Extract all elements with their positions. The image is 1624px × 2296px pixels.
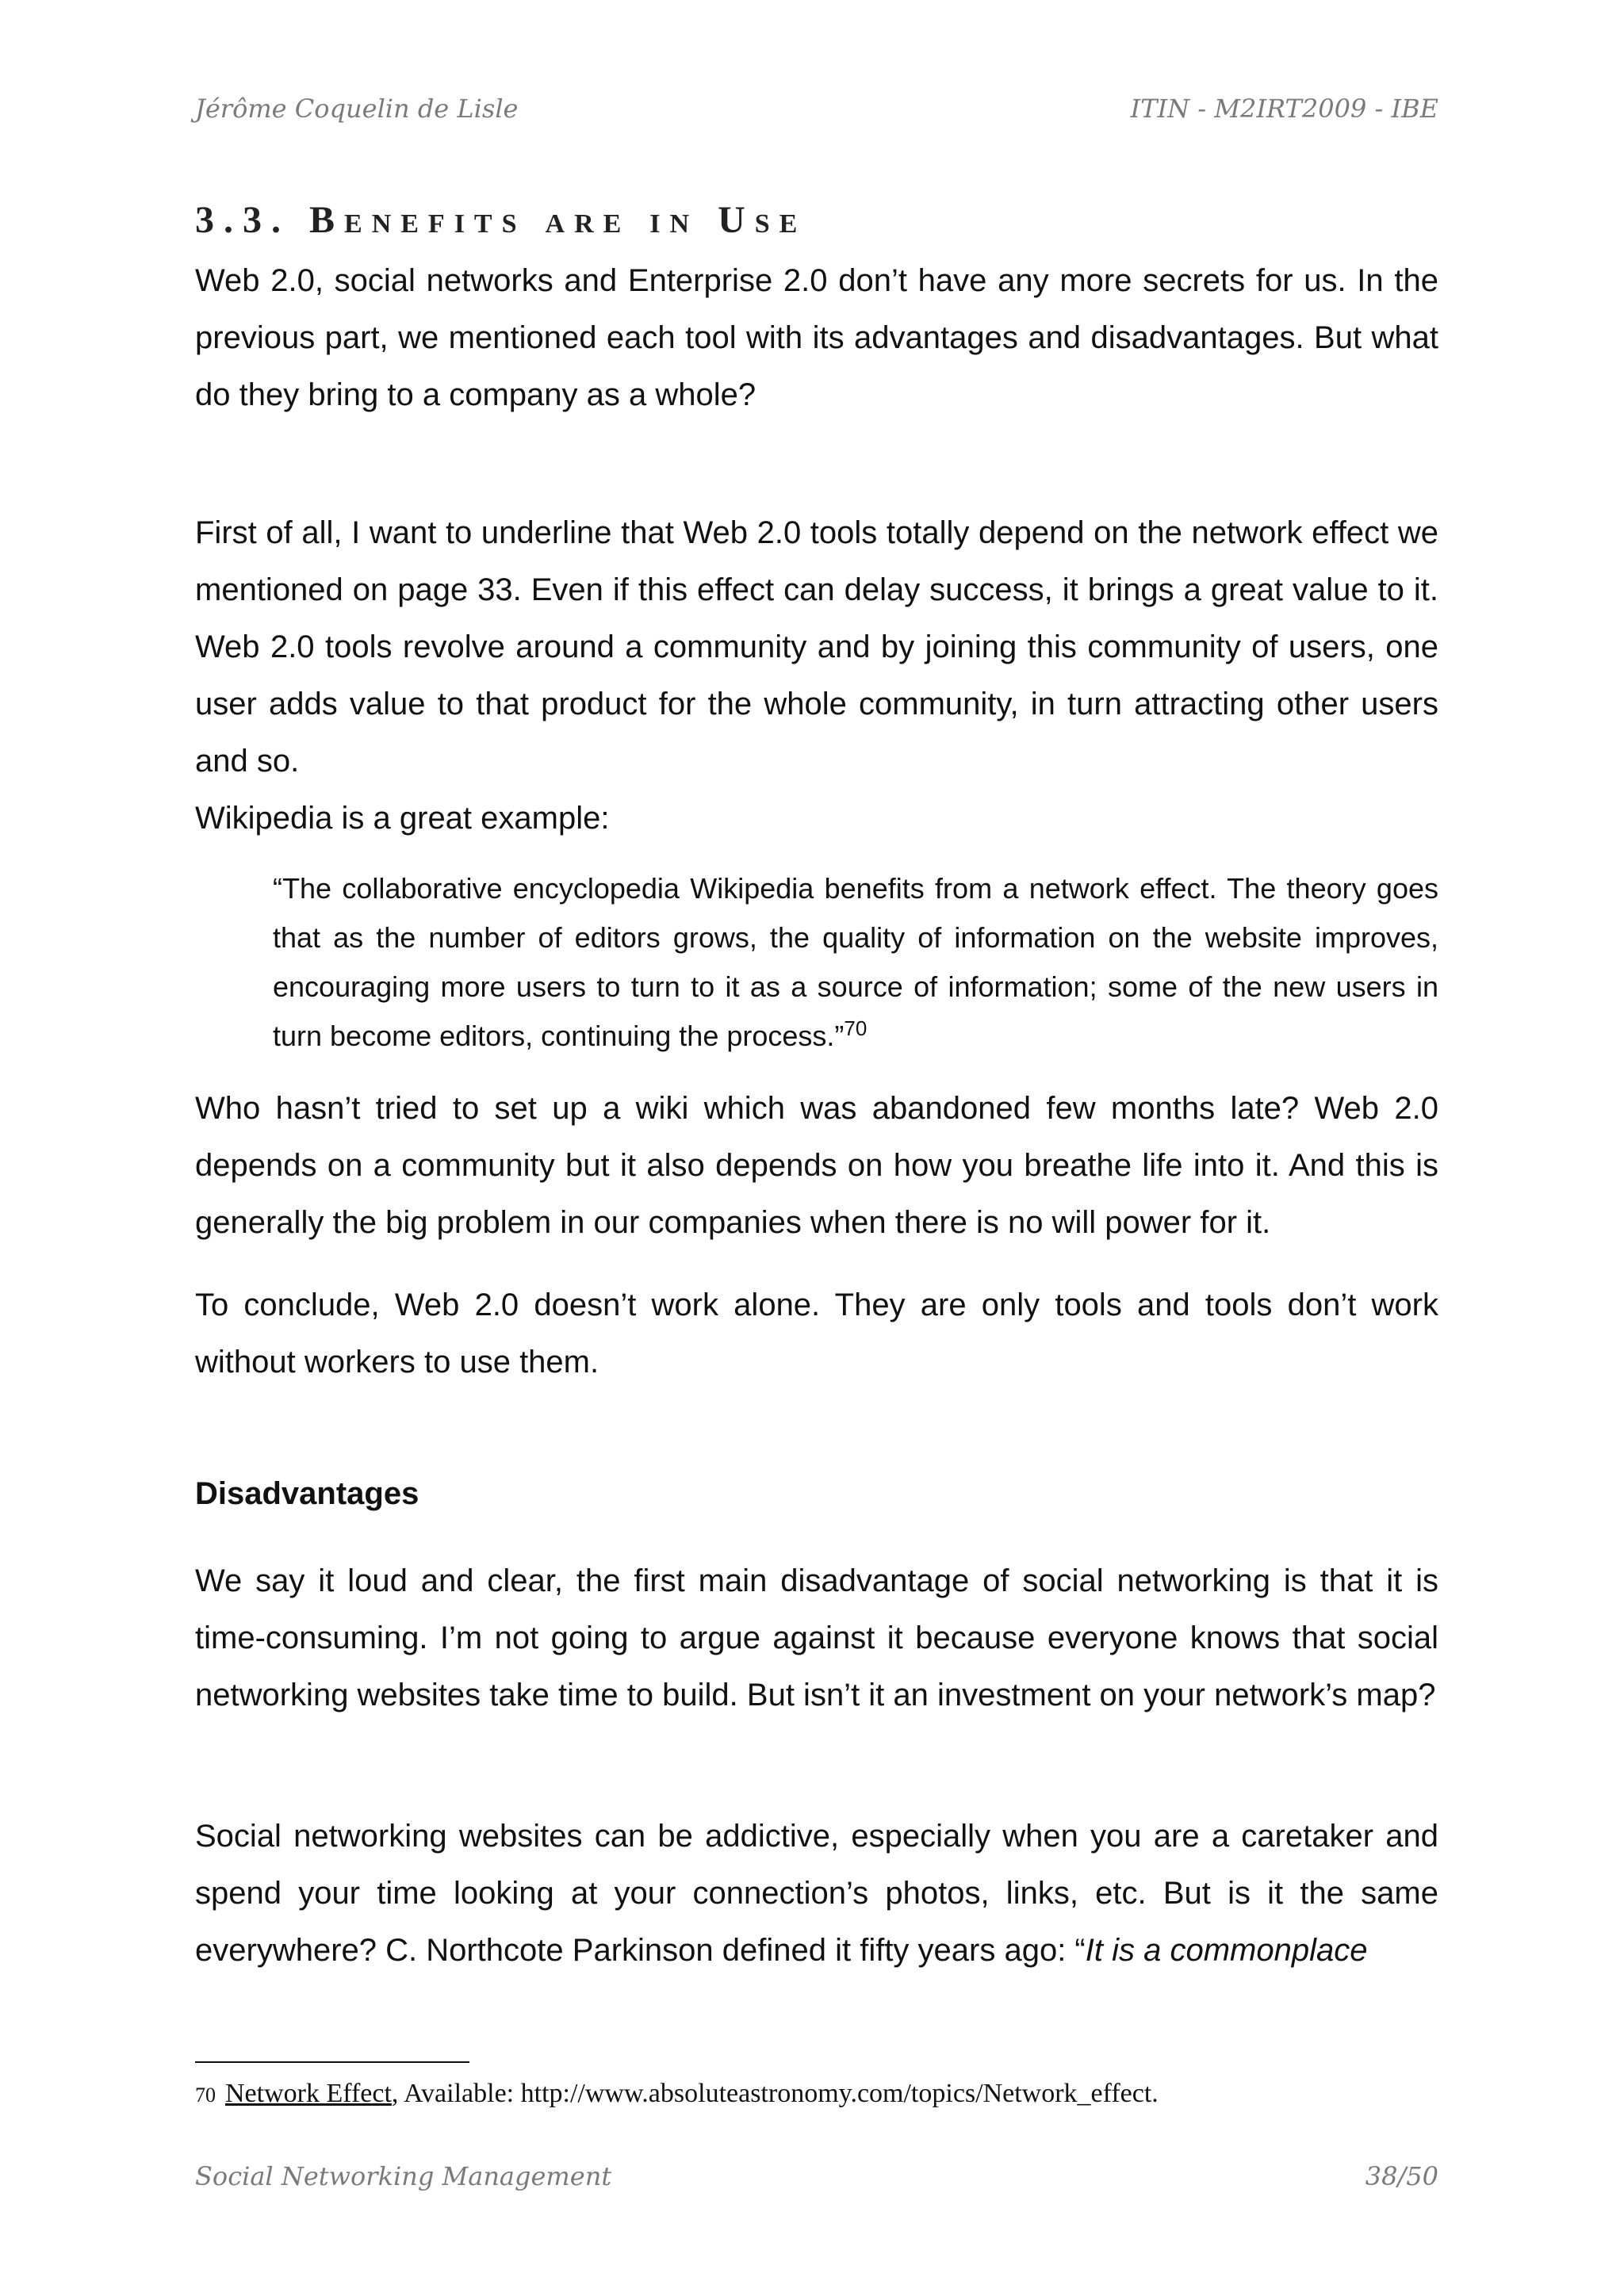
header-course: ITIN - M2IRT2009 - IBE [1130, 94, 1438, 124]
running-header [195, 94, 1438, 124]
paragraph-wikipedia-intro: Wikipedia is a great example: [195, 801, 610, 836]
paragraph-conclusion: To conclude, Web 2.0 doesn’t work alone. They are only tools and tools don’t work without workers to use them. [195, 1288, 1438, 1380]
paragraph-intro: Web 2.0, social networks and Enterprise 2.0 don’t have any more secrets for us. In the previous part, we mentioned each tool with its advantages and disadvantages. But what do they bring to a company as a whole? [195, 263, 1438, 412]
quote-text: “The collaborative encyclopedia Wikipedia benefits from a network effect. The theory goes that as the number of editors grows, the quality of information on the website improves, encouraging more users to turn to it as a source of information; some of the new users in turn become editors, continuing the process.” [273, 872, 1438, 1052]
addictive-text: Social networking websites can be addictive, especially when you are a caretaker and spend your time looking at your connection’s photos, links, etc. But is it the same everywhere? C. Northcote Parkinson defined it fifty years ago: “ [195, 1819, 1438, 1968]
header-author: Jérôme Coquelin de Lisle [195, 94, 519, 124]
addictive-italic-text: It is a commonplace [1085, 1933, 1368, 1968]
document-page [195, 0, 1438, 2296]
footnote-ref: 70 [844, 1016, 868, 1040]
block-quote [273, 864, 1438, 1061]
paragraph-network-effect: First of all, I want to underline that Web 2.0 tools totally depend on the network effect we mentioned on page 33. Even if this effect can delay success, it brings a great value to it. Web 2.0 tools revolve around a community and by joining this community of users, one user adds value to that product for the whole community, in turn attracting other users and so. [195, 515, 1438, 779]
footnote [195, 2079, 1438, 2109]
footnote-link[interactable]: Network Effect [225, 2079, 392, 2108]
paragraph-addictive [195, 1808, 1438, 1979]
paragraph-wiki-abandoned: Who hasn’t tried to set up a wiki which was abandoned few months late? Web 2.0 depends on a community but it also depends on how you breathe life into it. And this is generally the big problem in our companies when there is no will power for it. [195, 1091, 1438, 1240]
section-heading: 3.3. Benefits are in Use [195, 199, 807, 241]
running-footer [195, 2161, 1438, 2191]
footnote-text: , Available: http://www.absoluteastronomy.com/topics/Network_effect. [391, 2079, 1159, 2108]
disadvantages-heading: Disadvantages [195, 1476, 419, 1511]
paragraph-time-consuming: We say it loud and clear, the first main disadvantage of social networking is that it is time-consuming. I’m not going to argue against it because everyone knows that social networking websites take time to build. But isn’t it an investment on your network’s map? [195, 1563, 1438, 1712]
footnote-divider [195, 2061, 469, 2063]
footer-title: Social Networking Management [195, 2161, 612, 2191]
page-number: 38/50 [1365, 2161, 1438, 2191]
footnote-number: 70 [195, 2084, 216, 2107]
